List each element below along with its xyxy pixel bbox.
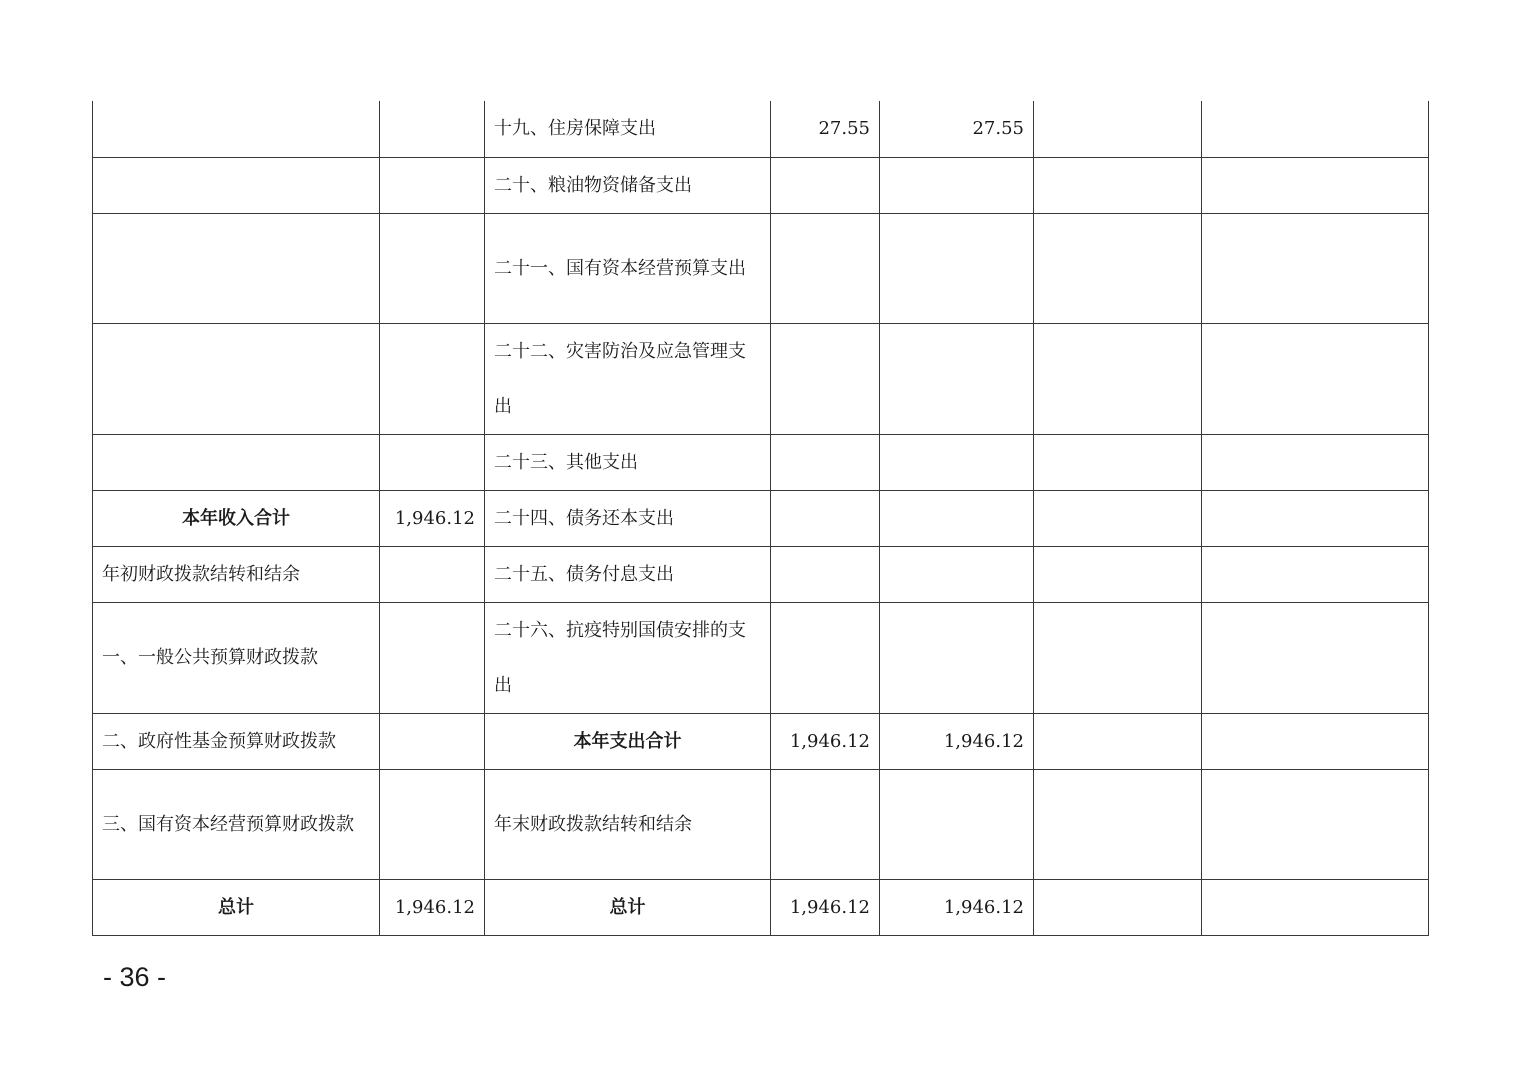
general-budget-cell bbox=[880, 602, 1034, 713]
general-budget-cell: 1,946.12 bbox=[880, 713, 1034, 769]
table-row bbox=[93, 602, 1429, 713]
fund-budget-cell bbox=[1034, 769, 1202, 879]
capital-budget-cell bbox=[1202, 213, 1429, 323]
fund-budget-cell bbox=[1034, 490, 1202, 546]
capital-budget-cell bbox=[1202, 713, 1429, 769]
general-budget-cell bbox=[880, 490, 1034, 546]
table-row bbox=[93, 713, 1429, 769]
expense-total-cell bbox=[771, 602, 880, 713]
income-amount-cell bbox=[380, 602, 485, 713]
fund-budget-cell bbox=[1034, 713, 1202, 769]
expense-item-cell: 二十三、其他支出 bbox=[485, 434, 771, 490]
income-amount-cell bbox=[380, 213, 485, 323]
income-item-cell bbox=[93, 434, 380, 490]
income-item-cell bbox=[93, 157, 380, 213]
fund-budget-cell bbox=[1034, 157, 1202, 213]
capital-budget-cell bbox=[1202, 434, 1429, 490]
expense-total-cell bbox=[771, 434, 880, 490]
fund-budget-cell bbox=[1034, 602, 1202, 713]
table-row bbox=[93, 879, 1429, 935]
expense-total-cell bbox=[771, 213, 880, 323]
table-row bbox=[93, 434, 1429, 490]
fund-budget-cell bbox=[1034, 213, 1202, 323]
page-number: - 36 - bbox=[103, 962, 167, 992]
general-budget-cell bbox=[880, 769, 1034, 879]
expense-total-cell bbox=[771, 323, 880, 434]
expense-total-cell bbox=[771, 546, 880, 602]
general-budget-cell: 1,946.12 bbox=[880, 879, 1034, 935]
fund-budget-cell bbox=[1034, 434, 1202, 490]
expense-item-cell: 二十、粮油物资储备支出 bbox=[485, 157, 771, 213]
capital-budget-cell bbox=[1202, 101, 1429, 157]
expense-item-cell: 二十一、国有资本经营预算支出 bbox=[485, 213, 771, 323]
income-subtotal-label: 本年收入合计 bbox=[93, 490, 380, 546]
income-item-cell bbox=[93, 101, 380, 157]
expense-total-cell bbox=[771, 157, 880, 213]
expense-item-cell: 二十四、债务还本支出 bbox=[485, 490, 771, 546]
capital-budget-cell bbox=[1202, 546, 1429, 602]
income-amount-cell bbox=[380, 323, 485, 434]
capital-budget-cell bbox=[1202, 323, 1429, 434]
fund-budget-cell bbox=[1034, 879, 1202, 935]
table-row bbox=[93, 490, 1429, 546]
income-amount-cell: 1,946.12 bbox=[380, 879, 485, 935]
expense-item-cell: 十九、住房保障支出 bbox=[485, 101, 771, 157]
expense-grand-total-label: 总计 bbox=[485, 879, 771, 935]
income-amount-cell bbox=[380, 546, 485, 602]
expense-item-cell: 二十五、债务付息支出 bbox=[485, 546, 771, 602]
capital-budget-cell bbox=[1202, 769, 1429, 879]
fund-budget-cell bbox=[1034, 101, 1202, 157]
income-amount-cell bbox=[380, 713, 485, 769]
fund-budget-cell bbox=[1034, 546, 1202, 602]
table-row bbox=[93, 157, 1429, 213]
general-budget-cell bbox=[880, 213, 1034, 323]
fund-budget-cell bbox=[1034, 323, 1202, 434]
income-amount-cell bbox=[380, 434, 485, 490]
income-amount-cell bbox=[380, 157, 485, 213]
general-budget-cell bbox=[880, 157, 1034, 213]
general-budget-cell bbox=[880, 323, 1034, 434]
income-item-cell: 年初财政拨款结转和结余 bbox=[93, 546, 380, 602]
expense-item-cell: 二十二、灾害防治及应急管理支出 bbox=[485, 323, 771, 434]
table-row bbox=[93, 769, 1429, 879]
budget-table bbox=[92, 101, 1429, 936]
general-budget-cell bbox=[880, 546, 1034, 602]
general-budget-cell bbox=[880, 434, 1034, 490]
income-amount-cell bbox=[380, 101, 485, 157]
expense-item-cell: 年末财政拨款结转和结余 bbox=[485, 769, 771, 879]
expense-total-cell bbox=[771, 769, 880, 879]
table-row bbox=[93, 213, 1429, 323]
capital-budget-cell bbox=[1202, 879, 1429, 935]
expense-total-cell bbox=[771, 490, 880, 546]
income-amount-cell bbox=[380, 769, 485, 879]
table-row bbox=[93, 546, 1429, 602]
expense-total-cell: 1,946.12 bbox=[771, 879, 880, 935]
income-item-cell bbox=[93, 323, 380, 434]
capital-budget-cell bbox=[1202, 490, 1429, 546]
table-row bbox=[93, 323, 1429, 434]
income-amount-cell: 1,946.12 bbox=[380, 490, 485, 546]
general-budget-cell: 27.55 bbox=[880, 101, 1034, 157]
expense-subtotal-label: 本年支出合计 bbox=[485, 713, 771, 769]
table-row bbox=[93, 101, 1429, 157]
expense-total-cell: 27.55 bbox=[771, 101, 880, 157]
income-item-cell: 二、政府性基金预算财政拨款 bbox=[93, 713, 380, 769]
capital-budget-cell bbox=[1202, 602, 1429, 713]
income-grand-total-label: 总计 bbox=[93, 879, 380, 935]
expense-total-cell: 1,946.12 bbox=[771, 713, 880, 769]
capital-budget-cell bbox=[1202, 157, 1429, 213]
income-item-cell: 三、国有资本经营预算财政拨款 bbox=[93, 769, 380, 879]
income-item-cell: 一、一般公共预算财政拨款 bbox=[93, 602, 380, 713]
income-item-cell bbox=[93, 213, 380, 323]
expense-item-cell: 二十六、抗疫特别国债安排的支出 bbox=[485, 602, 771, 713]
